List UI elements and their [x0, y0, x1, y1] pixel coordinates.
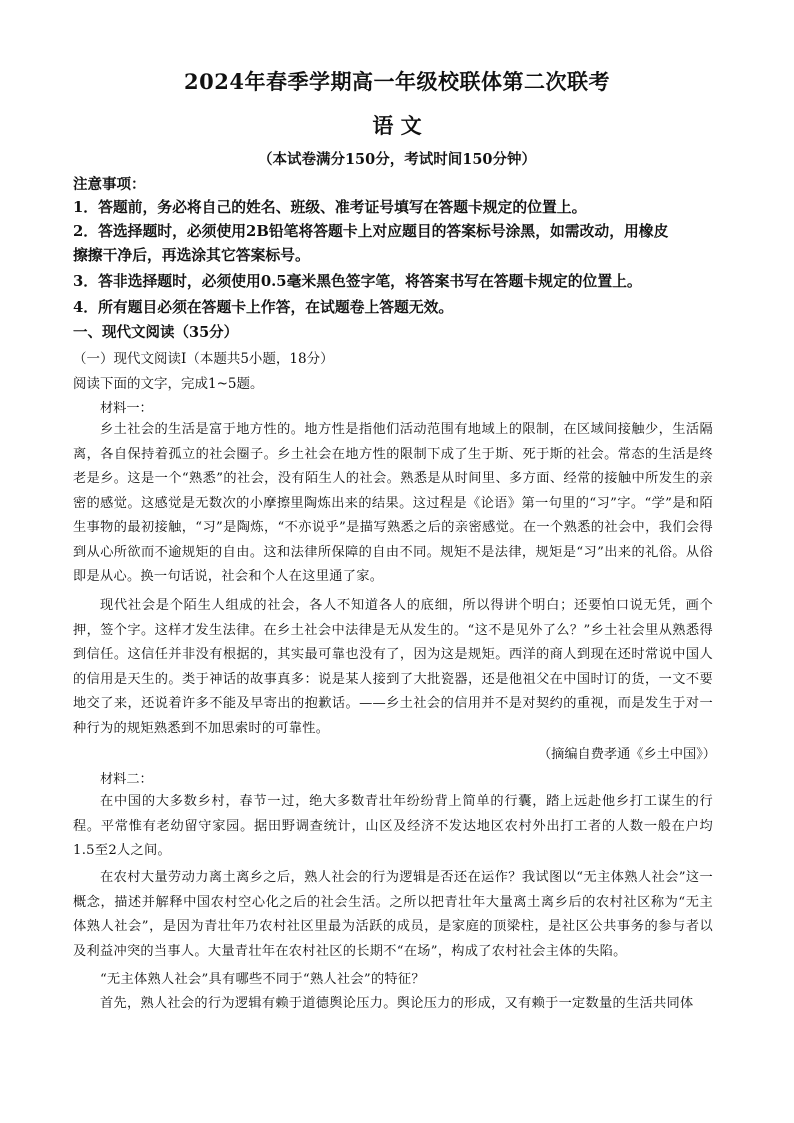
section-instruction: 阅读下面的文字，完成1~5题。 — [73, 376, 264, 392]
material2-paragraph-1-text: 在中国的大多数乡村，春节一过，绝大多数青壮年纷纷背上简单的行囊，踏上远赴他乡打工谋生的行程。平常惟有老幼留守家园。据田野调查统计，山区及经济不发达地区农村外出打工者的人数一般在户均1.5至2人之间。 — [73, 794, 713, 858]
material1-paragraph-2 — [73, 594, 713, 741]
material2-paragraph-2 — [73, 866, 713, 964]
material2-paragraph-4-text: 首先，熟人社会的行为逻辑有赖于道德舆论压力。舆论压力的形成，又有赖于一定数量的生活共同体 — [100, 996, 694, 1011]
notice-item-2: 2．答选择题时，必须使用2B铅笔将答题卡上对应题目的答案标号涂黑，如需改动，用橡皮 — [73, 223, 669, 240]
notice-item-3: 3．答非选择题时，必须使用0.5毫米黑色签字笔，将答案书写在答题卡规定的位置上。 — [73, 273, 642, 290]
material1-source: （摘编自费孝通《乡土中国》） — [537, 747, 716, 762]
material2-label: 材料二： — [100, 772, 153, 787]
material2-paragraph-1 — [73, 790, 713, 864]
material2-question: “无主体熟人社会”具有哪些不同于“熟人社会”的特征？ — [100, 972, 425, 987]
material2-paragraph-2-text: 在农村大量劳动力离土离乡之后，熟人社会的行为逻辑是否还在运作？我试图以“无主体熟人社会”这一概念，描述并解释中国农村空心化之后的社会生活。之所以把青壮年大量离土离乡后的农村社区称为“无主体熟人社会”，是因为青壮年乃农村社区里最为活跃的成员，是家庭的顶梁柱，是社区公共事务的参与者以及利益冲突的当事人。大量青壮年在农村社区的长期不“在场”，构成了农村社会主体的失陷。 — [73, 870, 713, 959]
exam-info: （本试卷满分150分，考试时间150分钟） — [257, 151, 537, 168]
material1-paragraph-1 — [73, 418, 713, 590]
exam-title: 2024年春季学期高一年级校联体第二次联考 — [184, 69, 610, 94]
notice-item-2-cont: 擦擦干净后，再选涂其它答案标号。 — [73, 247, 310, 264]
notice-item-1: 1．答题前，务必将自己的姓名、班级、准考证号填写在答题卡规定的位置上。 — [73, 199, 587, 216]
section-subheading: （一）现代文阅读Ⅰ（本题共5小题，18分） — [73, 351, 334, 367]
material1-paragraph-1-text: 乡土社会的生活是富于地方性的。地方性是指他们活动范围有地域上的限制，在区域间接触少，生活隔离，各自保持着孤立的社会圈子。乡土社会在地方性的限制下成了生于斯、死于斯的社会。常态的生活是终老是乡。这是一个“熟悉”的社会，没有陌生人的社会。熟悉是从时间里、多方面、经常的接触中所发生的亲密的感觉。这感觉是无数次的小摩擦里陶炼出来的结果。这过程是《论语》第一句里的“习”字。“学”是和陌生事物的最初接触，“习”是陶炼，“不亦说乎”是描写熟悉之后的亲密感觉。在一个熟悉的社会中，我们会得到从心所欲而不逾规矩的自由。这和法律所保障的自由不同。规矩不是法律，规矩是“习”出来的礼俗。从俗即是从心。换一句话说，社会和个人在这里通了家。 — [73, 422, 713, 584]
material1-label: 材料一： — [100, 401, 153, 416]
notice-heading: 注意事项： — [73, 176, 146, 193]
material1-paragraph-2-text: 现代社会是个陌生人组成的社会，各人不知道各人的底细，所以得讲个明白；还要怕口说无凭，画个押，签个字。这样才发生法律。在乡土社会中法律是无从发生的。“这不是见外了么？”乡土社会里从熟悉得到信任。这信任并非没有根据的，其实最可靠也没有了，因为这是规矩。西洋的商人到现在还时常说中国人的信用是天生的。类于神话的故事真多：说是某人接到了大批瓷器，还是他祖父在中国时订的货，一文不要地交了来，还说着许多不能及早寄出的抱歉话。——乡土社会的信用并不是对契约的重视，而是发生于对一种行为的规矩熟悉到不加思索时的可靠性。 — [73, 598, 713, 736]
subject-title: 语 文 — [372, 113, 422, 138]
notice-item-4: 4．所有题目必须在答题卡上作答，在试题卷上答题无效。 — [73, 299, 454, 316]
section-heading: 一、现代文阅读（35分） — [73, 324, 239, 341]
material2-paragraph-4 — [73, 992, 713, 1017]
